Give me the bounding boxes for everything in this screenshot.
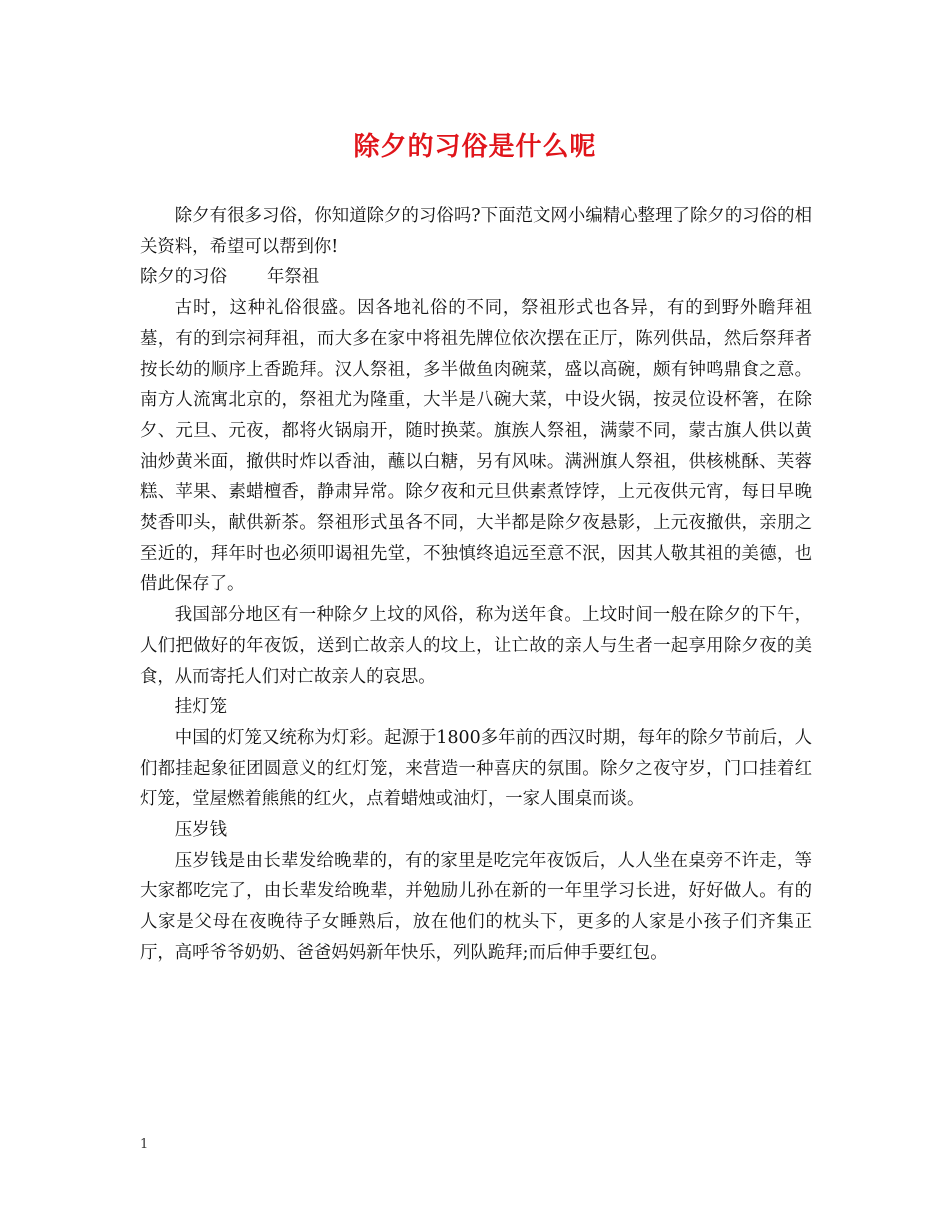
section-1-label: 除夕的习俗	[140, 267, 227, 288]
section-3-heading: 压岁钱	[174, 820, 227, 841]
intro-paragraph: 除夕有很多习俗，你知道除夕的习俗吗?下面范文网小编精心整理了除夕的习俗的相关资料，希望可以帮到你!	[140, 206, 812, 257]
section-1-heading-line	[140, 262, 812, 293]
section-2-heading: 挂灯笼	[174, 697, 227, 718]
section-1-paragraph: 我国部分地区有一种除夕上坟的风俗，称为送年食。上坟时间一般在除夕的下午，人们把做好的年夜饭，送到亡故亲人的坟上，让亡故的亲人与生者一起享用除夕夜的美食，从而寄托人们对亡故亲人的哀思。	[140, 605, 812, 687]
document-body	[140, 201, 812, 969]
page-number: 1	[140, 1137, 149, 1152]
page-title: 除夕的习俗是什么呢	[353, 132, 597, 162]
section-2-paragraph: 中国的灯笼又统称为灯彩。起源于1800多年前的西汉时期，每年的除夕节前后，人们都挂起象征团圆意义的红灯笼，来营造一种喜庆的氛围。除夕之夜守岁，门口挂着红灯笼，堂屋燃着熊熊的红火，点着蜡烛或油灯，一家人围桌而谈。	[140, 727, 812, 810]
section-3-paragraph: 压岁钱是由长辈发给晚辈的，有的家里是吃完年夜饭后，人人坐在桌旁不许走，等大家都吃完了，由长辈发给晚辈，并勉励儿孙在新的一年里学习长进，好好做人。有的人家是父母在夜晚待子女睡熟后，放在他们的枕头下，更多的人家是小孩子们齐集正厅，高呼爷爷奶奶、爸爸妈妈新年快乐，列队跪拜;而后伸手要红包。	[140, 850, 812, 963]
section-1-paragraph: 古时，这种礼俗很盛。因各地礼俗的不同，祭祖形式也各异，有的到野外瞻拜祖墓，有的到宗祠拜祖，而大多在家中将祖先牌位依次摆在正厅，陈列供品，然后祭拜者按长幼的顺序上香跪拜。汉人祭祖，多半做鱼肉碗菜，盛以高碗，颇有钟鸣鼎食之意。南方人流寓北京的，祭祖尤为隆重，大半是八碗大菜，中设火锅，按灵位设杯箸，在除夕、元旦、元夜，都将火锅扇开，随时换菜。旗族人祭祖，满蒙不同，蒙古旗人供以黄油炒黄米面，撤供时炸以香油，蘸以白糖，另有风味。满洲旗人祭祖，供核桃酥、芙蓉糕、苹果、素蜡檀香，静肃异常。除夕夜和元旦供素煮饽饽，上元夜供元宵，每日早晚焚香叩头，献供新茶。祭祖形式虽各不同，大半都是除夕夜悬影，上元夜撤供，亲朋之至近的，拜年时也必须叩谒祖先堂，不独慎终追远至意不泯，因其人敬其祖的美德，也借此保存了。	[140, 298, 812, 595]
section-1-heading: 年祭祖	[266, 267, 320, 288]
